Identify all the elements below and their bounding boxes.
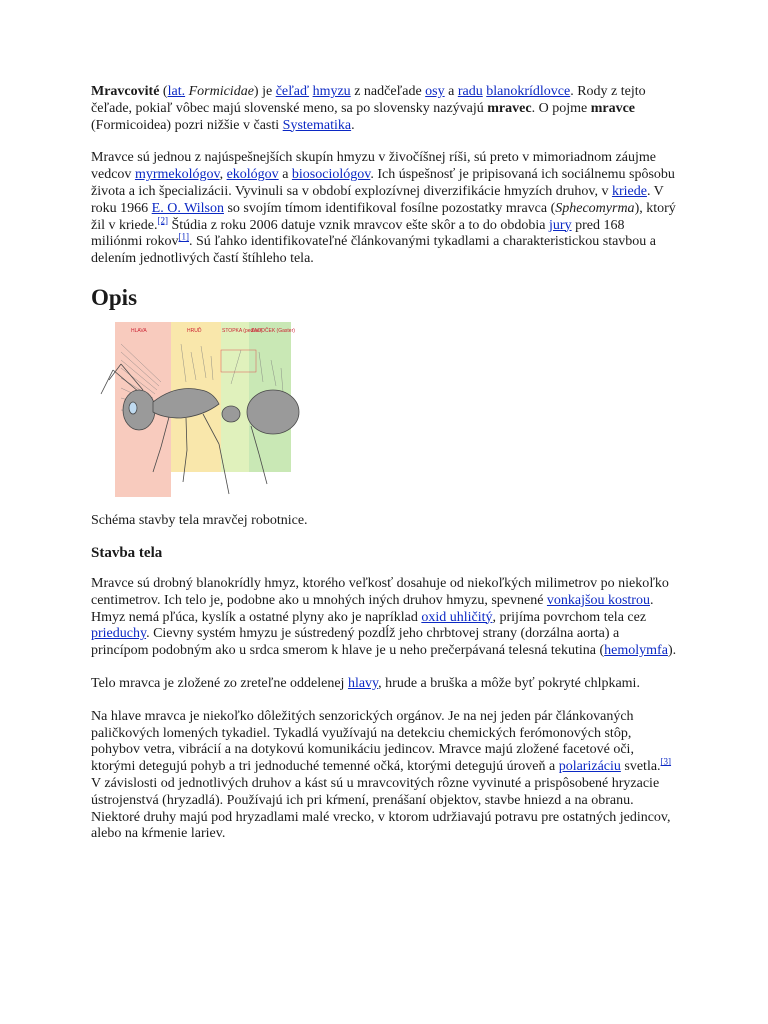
link-myrmekologov[interactable]: myrmekológov — [134, 167, 220, 183]
body-parts-paragraph: Telo mravca je zložené zo zreteľne oddelenej hlavy, hrude a bruška a môže byť pokryté chlpkami. — [91, 675, 640, 691]
head-organs-paragraph: Na hlave mravca je niekoľko dôležitých senzorických orgánov. Je na nej jeden pár článkovaných paličkových lomených tykadiel. Tykadlá využívajú na detekciu chemických ferómonových stôp, pohybov vetra, vibrácií a na dotykovú komunikáciu jedincov. Mravce majú zložené facetové oči, ktorými detegujú pohyb a tri jednoduché temenné očká, ktorými detegujú úroveň a polarizáciu svetla.[3] V závislosti od jednotlivých druhov a kást sú u mravcovitých rôzne vyvinuté a prispôsobené hryzacie ústrojenstvá (hryzadlá). Používajú ich pri kŕmení, prenášaní objektov, stavbe hniezd a na obranu. Niektoré druhy majú pod hryzadlami malé vrecko, v ktorom udržiavajú potravu pre ostatných jedincov, alebo na kŕmenie lariev. — [91, 708, 672, 842]
ant-anatomy-diagram — [91, 322, 331, 502]
link-prieduchy[interactable]: prieduchy — [91, 626, 147, 642]
intro-paragraph: Mravcovité (lat. Formicidae) je čeľaď hmyzu z nadčeľade osy a radu blanokrídlovce. Rody z tejto čeľade, pokiaľ vôbec majú slovenské meno, sa po slovensky nazývajú mravec. O pojme mravce (Formicoidea) pozri nižšie v časti Systematika. — [91, 84, 646, 133]
stalk-band — [221, 322, 249, 472]
reference-1[interactable]: [1] — [178, 231, 189, 242]
genus-sphecomyrma: Sphecomyrma — [555, 200, 635, 216]
link-oxid-uhlicity[interactable]: oxid uhličitý — [421, 609, 493, 625]
term-mravcovite: Mravcovité — [91, 84, 160, 99]
term-mravec: mravec — [487, 100, 532, 116]
link-wilson[interactable]: E. O. Wilson — [151, 200, 224, 216]
link-lat[interactable]: lat. — [167, 84, 186, 99]
term-mravce: mravce — [590, 100, 635, 116]
link-systematika[interactable]: Systematika — [282, 117, 352, 133]
reference-2[interactable]: [2] — [157, 214, 168, 225]
link-kriede[interactable]: kriede — [611, 183, 647, 199]
section-heading-opis: Opis — [91, 284, 138, 310]
link-hemolymfa[interactable]: hemolymfa — [604, 643, 668, 659]
link-celad[interactable]: čeľaď — [275, 84, 310, 99]
success-paragraph: Mravce sú jednou z najúspešnejších skupín hmyzu v živočíšnej ríši, sú preto v mimoriadnom záujme vedcov myrmekológov, ekológov a biosociológov. Ich úspešnosť je pripisovaná ich sociálnemu spôsobu života a ich špecializácii. Vyvinuli sa v období explozívnej diverzifikácie hmyzích druhov, v kriede. V roku 1966 E. O. Wilson so svojím tímom identifikoval fosílne pozostatky mravca (Sphecomyrma), ktorý žil v kriede.[2] Štúdia z roku 2006 datuje vznik mravcov ešte skôr a to do obdobia jury pred 168 miliónmi rokov[1]. Sú ľahko identifikovateľné článkovanými tykadlami a charakteristickou stavbou a delením jednotlivých častí štíhleho tela. — [91, 150, 676, 267]
link-polarizaciu[interactable]: polarizáciu — [558, 759, 621, 775]
link-jury[interactable]: jury — [549, 217, 572, 233]
link-hmyzu[interactable]: hmyzu — [312, 84, 351, 99]
latin-name: Formicidae — [188, 84, 254, 99]
link-blanokridlovce[interactable]: blanokrídlovce — [486, 84, 571, 99]
link-biosociologov[interactable]: biosociológov — [291, 167, 371, 183]
reference-3[interactable]: [3] — [660, 756, 672, 767]
label-head: HLAVA — [131, 327, 147, 334]
figure-caption: Schéma stavby tela mravčej robotnice. — [91, 512, 308, 528]
section-heading-stavba-tela: Stavba tela — [91, 544, 163, 561]
article — [91, 84, 679, 859]
label-thorax: HRUĎ — [187, 327, 202, 334]
ant-anatomy-figure — [91, 322, 331, 502]
label-stalk: STOPKA (pedicel) — [222, 327, 263, 334]
link-ekologov[interactable]: ekológov — [226, 167, 279, 183]
link-osy[interactable]: osy — [425, 84, 445, 99]
body-structure-paragraph: Mravce sú drobný blanokrídly hmyz, ktorého veľkosť dosahuje od niekoľkých milimetrov po niekoľko centimetrov. Ich telo je, podobne ako u mnohých iných druhov hmyzu, spevnené vonkajšou kostrou. Hmyz nemá pľúca, kyslík a ostatné plyny ako je napríklad oxid uhličitý, prijíma povrchom tela cez prieduchy. Cievny systém hmyzu je sústredený pozdĺž jeho chrbtovej strany (dorzálna aorta) a princípom podobným ako u srdca smerom k hlave je u neho prečerpávaná telesná tekutina (hemolymfa). — [91, 575, 677, 659]
label-gaster: ZADOČEK (Gaster) — [251, 327, 295, 334]
link-radu[interactable]: radu — [457, 84, 483, 99]
link-vonkajsou-kostrou[interactable]: vonkajšou kostrou — [546, 592, 650, 608]
link-hlavy[interactable]: hlavy — [347, 675, 379, 691]
